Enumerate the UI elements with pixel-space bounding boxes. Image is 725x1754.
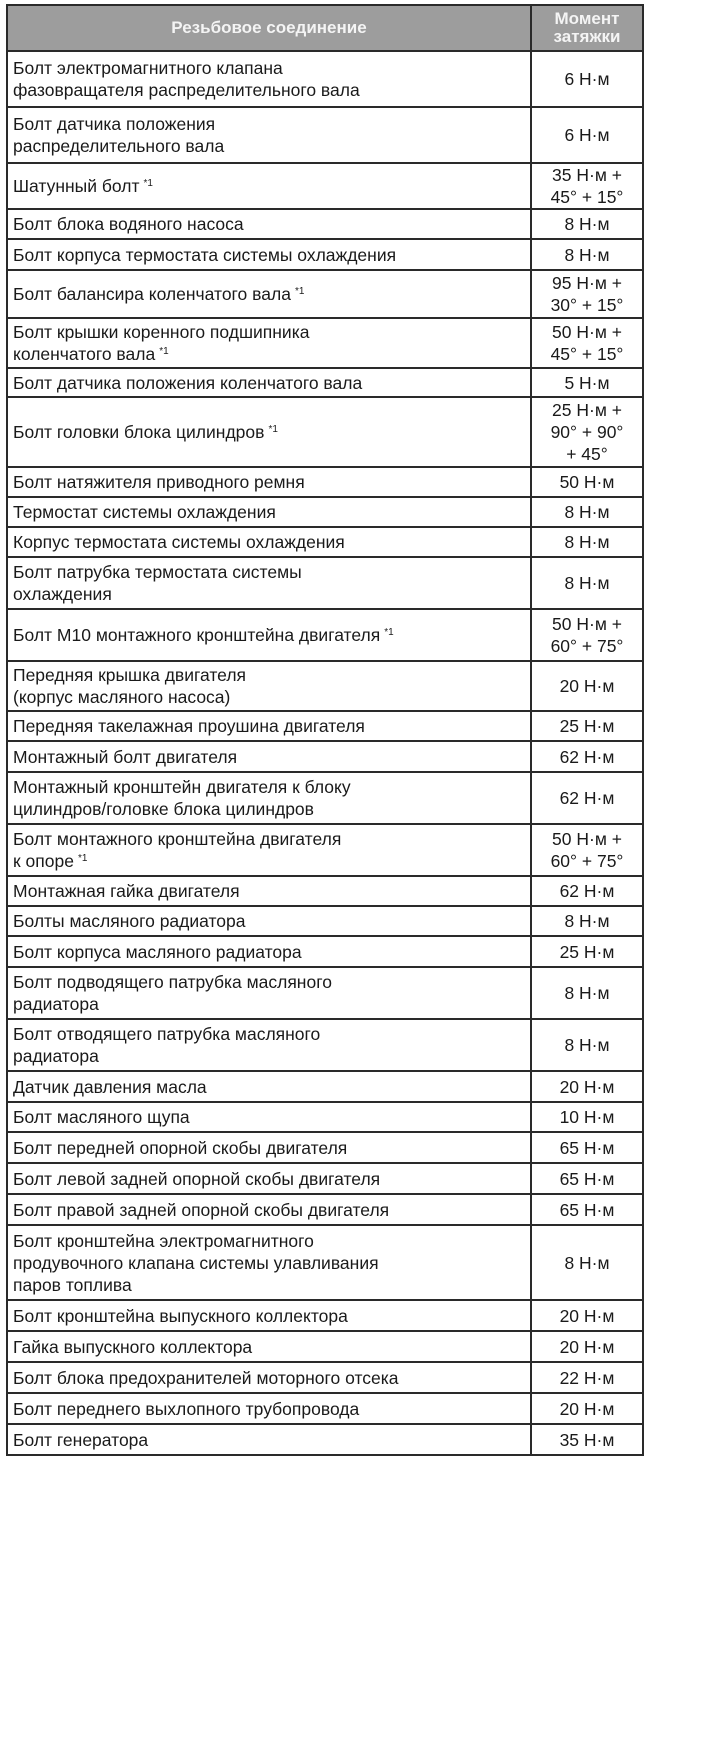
torque-value: 6 Н·м	[531, 107, 643, 163]
torque-value: 8 Н·м	[531, 1225, 643, 1300]
torque-value: 62 Н·м	[531, 741, 643, 772]
connection-cell	[7, 1331, 531, 1362]
table-row	[7, 107, 643, 163]
table-row	[7, 1163, 643, 1194]
torque-value: 62 Н·м	[531, 876, 643, 906]
connection-cell	[7, 1424, 531, 1455]
table-row	[7, 497, 643, 527]
table-row	[7, 1194, 643, 1225]
table-row	[7, 557, 643, 609]
connection-cell	[7, 741, 531, 772]
connection-name: Болт кронштейна электромагнитного продувочного клапана системы улавливания паров топлива	[13, 1230, 379, 1295]
connection-name: Болт кронштейна выпускного коллектора	[13, 1305, 348, 1326]
table-row	[7, 318, 643, 368]
table-row	[7, 936, 643, 967]
footnote-marker: *1	[384, 627, 394, 638]
footnote-marker: *1	[143, 178, 153, 189]
connection-cell	[7, 876, 531, 906]
connection-cell	[7, 772, 531, 824]
torque-value: 8 Н·м	[531, 527, 643, 557]
table-header-row	[7, 5, 643, 51]
connection-name: Передняя крышка двигателя (корпус масляного насоса)	[13, 665, 247, 707]
connection-name: Болт переднего выхлопного трубопровода	[13, 1398, 360, 1419]
table-row	[7, 906, 643, 936]
torque-value: 22 Н·м	[531, 1362, 643, 1393]
torque-value: 35 Н·м + 45° + 15°	[531, 163, 643, 209]
connection-name: Болт корпуса масляного радиатора	[13, 941, 302, 962]
connection-name: Болты масляного радиатора	[13, 911, 246, 931]
connection-cell	[7, 906, 531, 936]
connection-name: Болт головки блока цилиндров	[13, 422, 265, 442]
torque-value: 8 Н·м	[531, 967, 643, 1019]
connection-cell	[7, 1132, 531, 1163]
connection-cell	[7, 497, 531, 527]
table-row	[7, 1424, 643, 1455]
connection-cell	[7, 397, 531, 467]
torque-value: 50 Н·м	[531, 467, 643, 497]
table-row	[7, 967, 643, 1019]
connection-name: Болт датчика положения распределительного вала	[13, 114, 225, 156]
torque-value: 10 Н·м	[531, 1102, 643, 1132]
connection-name: Болт правой задней опорной скобы двигателя	[13, 1199, 390, 1220]
torque-value: 25 Н·м	[531, 711, 643, 741]
torque-value: 62 Н·м	[531, 772, 643, 824]
torque-value: 8 Н·м	[531, 497, 643, 527]
table-row	[7, 741, 643, 772]
torque-value: 50 Н·м + 60° + 75°	[531, 824, 643, 876]
torque-value: 65 Н·м	[531, 1163, 643, 1194]
torque-value: 35 Н·м	[531, 1424, 643, 1455]
connection-cell	[7, 967, 531, 1019]
connection-name: Монтажный кронштейн двигателя к блоку цилиндров/головке блока цилиндров	[13, 777, 351, 819]
connection-name: Болт патрубка термостата системы охлаждения	[13, 562, 302, 604]
connection-cell	[7, 1300, 531, 1331]
table-row	[7, 397, 643, 467]
connection-name: Монтажный болт двигателя	[13, 746, 238, 767]
torque-value: 8 Н·м	[531, 209, 643, 239]
connection-cell	[7, 1225, 531, 1300]
connection-name: Болт отводящего патрубка масляного радиатора	[13, 1024, 321, 1066]
table-row	[7, 1102, 643, 1132]
torque-value: 8 Н·м	[531, 906, 643, 936]
connection-name: Болт корпуса термостата системы охлаждения	[13, 244, 397, 265]
table-row	[7, 527, 643, 557]
torque-value: 65 Н·м	[531, 1194, 643, 1225]
footnote-marker: *1	[77, 853, 88, 864]
connection-cell	[7, 107, 531, 163]
torque-table	[6, 4, 644, 1456]
connection-name: Болт электромагнитного клапана фазовращателя распределительного вала	[13, 58, 360, 100]
header-connection: Резьбовое соединение	[7, 5, 531, 51]
connection-cell	[7, 368, 531, 397]
header-torque-line2: затяжки	[553, 27, 621, 46]
connection-cell	[7, 163, 531, 209]
torque-value: 50 Н·м + 60° + 75°	[531, 609, 643, 661]
torque-table-sheet	[6, 4, 642, 1456]
torque-value: 20 Н·м	[531, 661, 643, 711]
connection-name: Болт блока водяного насоса	[13, 214, 244, 234]
connection-cell	[7, 824, 531, 876]
connection-cell	[7, 51, 531, 107]
connection-cell	[7, 1071, 531, 1102]
footnote-marker: *1	[159, 346, 169, 357]
connection-name: Болт масляного щупа	[13, 1107, 190, 1127]
table-row	[7, 1132, 643, 1163]
table-row	[7, 209, 643, 239]
table-row	[7, 772, 643, 824]
table-row	[7, 1225, 643, 1300]
connection-name: Болт блока предохранителей моторного отсека	[13, 1367, 399, 1388]
connection-cell	[7, 711, 531, 741]
table-row	[7, 1393, 643, 1424]
connection-cell	[7, 1019, 531, 1071]
connection-name: Болт монтажного кронштейна двигателя к опоре	[13, 829, 342, 871]
torque-value: 25 Н·м	[531, 936, 643, 967]
table-row	[7, 368, 643, 397]
connection-name: Корпус термостата системы охлаждения	[13, 532, 345, 552]
table-row	[7, 1300, 643, 1331]
table-row	[7, 661, 643, 711]
connection-name: Передняя такелажная проушина двигателя	[13, 716, 365, 736]
connection-name: Термостат системы охлаждения	[13, 502, 276, 522]
connection-cell	[7, 936, 531, 967]
connection-cell	[7, 527, 531, 557]
torque-value: 20 Н·м	[531, 1331, 643, 1362]
connection-cell	[7, 1102, 531, 1132]
connection-name: Болт подводящего патрубка масляного радиатора	[13, 972, 332, 1014]
table-row	[7, 1362, 643, 1393]
table-row	[7, 1071, 643, 1102]
connection-name: Шатунный болт	[13, 176, 140, 196]
connection-cell	[7, 1393, 531, 1424]
connection-cell	[7, 609, 531, 661]
table-row	[7, 467, 643, 497]
connection-name: Датчик давления масла	[13, 1076, 207, 1097]
connection-name: Болт датчика положения коленчатого вала	[13, 372, 363, 393]
connection-cell	[7, 1163, 531, 1194]
torque-value: 8 Н·м	[531, 239, 643, 270]
torque-value: 6 Н·м	[531, 51, 643, 107]
table-row	[7, 239, 643, 270]
torque-value: 20 Н·м	[531, 1393, 643, 1424]
torque-value: 95 Н·м + 30° + 15°	[531, 270, 643, 318]
connection-name: Болт левой задней опорной скобы двигателя	[13, 1168, 381, 1189]
torque-value: 5 Н·м	[531, 368, 643, 397]
connection-name: Болт балансира коленчатого вала	[13, 284, 291, 304]
torque-value: 8 Н·м	[531, 1019, 643, 1071]
connection-name: Монтажная гайка двигателя	[13, 881, 240, 901]
table-row	[7, 1331, 643, 1362]
connection-cell	[7, 239, 531, 270]
table-row	[7, 1019, 643, 1071]
table-row	[7, 51, 643, 107]
torque-value: 25 Н·м + 90° + 90° + 45°	[531, 397, 643, 467]
header-torque	[531, 5, 643, 51]
connection-name: Болт передней опорной скобы двигателя	[13, 1137, 348, 1158]
table-row	[7, 824, 643, 876]
header-torque-line1: Момент	[554, 9, 620, 28]
connection-cell	[7, 467, 531, 497]
connection-cell	[7, 661, 531, 711]
table-row	[7, 711, 643, 741]
connection-cell	[7, 1362, 531, 1393]
table-row	[7, 609, 643, 661]
connection-cell	[7, 1194, 531, 1225]
torque-value: 20 Н·м	[531, 1300, 643, 1331]
connection-name: Болт крышки коренного подшипника коленчатого вала	[13, 322, 310, 364]
torque-value: 8 Н·м	[531, 557, 643, 609]
connection-cell	[7, 209, 531, 239]
connection-cell	[7, 318, 531, 368]
torque-value: 20 Н·м	[531, 1071, 643, 1102]
footnote-marker: *1	[294, 286, 305, 297]
torque-value: 65 Н·м	[531, 1132, 643, 1163]
connection-name: Болт натяжителя приводного ремня	[13, 472, 305, 492]
torque-value: 50 Н·м + 45° + 15°	[531, 318, 643, 368]
connection-cell	[7, 557, 531, 609]
table-row	[7, 163, 643, 209]
connection-name: Гайка выпускного коллектора	[13, 1336, 253, 1357]
table-row	[7, 270, 643, 318]
table-row	[7, 876, 643, 906]
connection-cell	[7, 270, 531, 318]
footnote-marker: *1	[268, 424, 278, 435]
connection-name: Болт М10 монтажного кронштейна двигателя	[13, 625, 381, 645]
connection-name: Болт генератора	[13, 1429, 149, 1450]
